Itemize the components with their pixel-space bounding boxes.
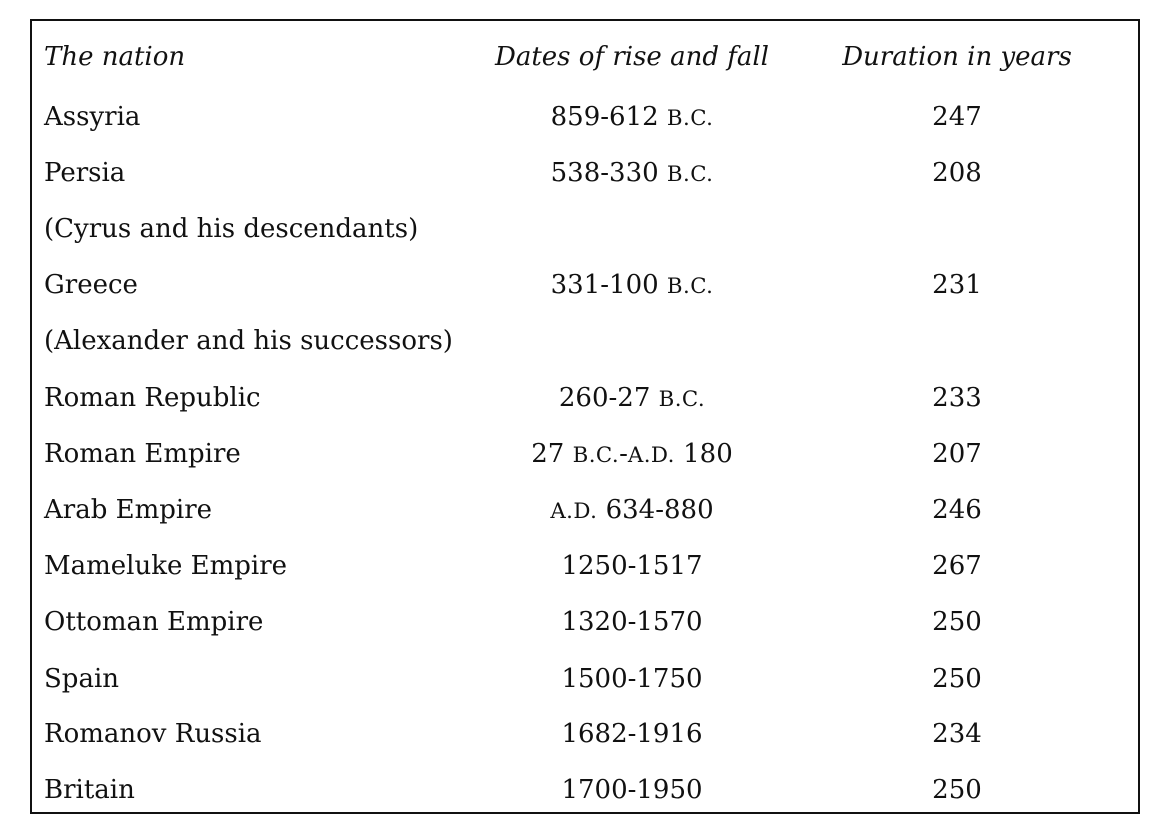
- header-nation: The nation: [44, 42, 186, 72]
- dates-cell: 1700-1950: [561, 775, 703, 805]
- era-abbrev: B.C.: [658, 387, 706, 412]
- duration-cell: 233: [932, 383, 982, 413]
- table-row: [32, 99, 1138, 135]
- duration-cell: 267: [932, 551, 982, 581]
- dates-cell: 27 B.C.-A.D. 180: [531, 439, 733, 469]
- table-row: [32, 661, 1138, 697]
- table-row: [32, 772, 1138, 808]
- dates-cell: A.D. 634-880: [550, 495, 714, 525]
- era-abbrev: A.D.: [550, 499, 598, 524]
- nation-note-cell: (Cyrus and his descendants): [44, 214, 419, 244]
- nation-cell: Romanov Russia: [44, 719, 262, 749]
- dates-cell: 331-100 B.C.: [550, 270, 714, 300]
- dates-cell: 538-330 B.C.: [550, 158, 714, 188]
- nation-cell: Persia: [44, 158, 126, 188]
- nation-cell: Britain: [44, 775, 135, 805]
- era-abbrev: B.C.: [666, 162, 714, 187]
- dates-cell: 859-612 B.C.: [550, 102, 714, 132]
- header-dates: Dates of rise and fall: [495, 42, 769, 72]
- table-row-note: [32, 323, 1138, 359]
- table-row: [32, 155, 1138, 191]
- table-frame: [30, 19, 1140, 814]
- nation-cell: Spain: [44, 664, 120, 694]
- table-row: [32, 716, 1138, 752]
- header-duration: Duration in years: [842, 42, 1072, 72]
- era-abbrev: B.C.: [666, 274, 714, 299]
- nation-cell: Roman Republic: [44, 383, 261, 413]
- nation-note-cell: (Alexander and his successors): [44, 326, 453, 356]
- table-row: [32, 492, 1138, 528]
- table-row: [32, 267, 1138, 303]
- table-header-row: [32, 39, 1138, 75]
- nation-cell: Greece: [44, 270, 138, 300]
- dates-cell: 1682-1916: [561, 719, 703, 749]
- duration-cell: 208: [932, 158, 982, 188]
- nation-cell: Mameluke Empire: [44, 551, 288, 581]
- table-row-note: [32, 211, 1138, 247]
- duration-cell: 246: [932, 495, 982, 525]
- nation-cell: Arab Empire: [44, 495, 213, 525]
- nation-cell: Roman Empire: [44, 439, 241, 469]
- duration-cell: 250: [932, 775, 982, 805]
- duration-cell: 234: [932, 719, 982, 749]
- era-abbrev: A.D.: [627, 443, 675, 468]
- duration-cell: 207: [932, 439, 982, 469]
- dates-cell: 1500-1750: [561, 664, 703, 694]
- duration-cell: 250: [932, 607, 982, 637]
- table-row: [32, 548, 1138, 584]
- era-abbrev: B.C.: [666, 106, 714, 131]
- era-abbrev: B.C.: [572, 443, 620, 468]
- table-row: [32, 436, 1138, 472]
- dates-cell: 1320-1570: [561, 607, 703, 637]
- table-row: [32, 380, 1138, 416]
- nation-cell: Ottoman Empire: [44, 607, 264, 637]
- dates-cell: 1250-1517: [561, 551, 703, 581]
- nation-cell: Assyria: [44, 102, 141, 132]
- duration-cell: 231: [932, 270, 982, 300]
- dates-cell: 260-27 B.C.: [558, 383, 706, 413]
- duration-cell: 247: [932, 102, 982, 132]
- table-row: [32, 604, 1138, 640]
- duration-cell: 250: [932, 664, 982, 694]
